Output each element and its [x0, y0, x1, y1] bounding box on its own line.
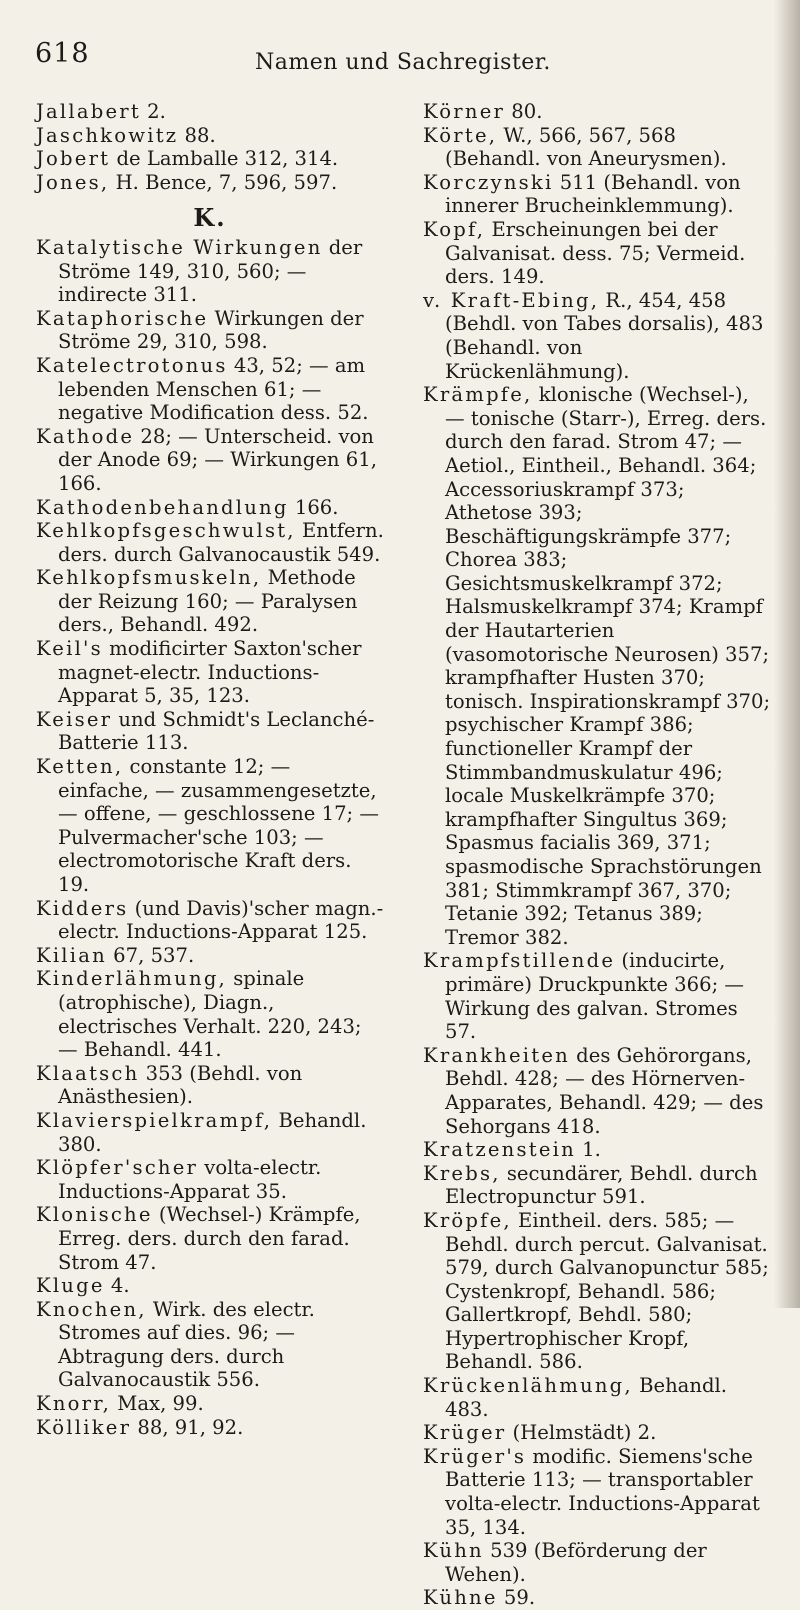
index-entry: [423, 124, 773, 171]
index-entry: [36, 1416, 384, 1440]
entry-headword: Krüger's: [423, 1444, 527, 1468]
entry-references: des Gehörorgans, Behdl. 428; — des Hörnerven-Apparates, Behandl. 429; — des Sehorgans 418.: [445, 1043, 764, 1138]
running-title: Namen und Sachregister.: [255, 50, 551, 75]
section-letter-k: K.: [193, 203, 227, 233]
entry-references: 2.: [140, 100, 166, 123]
index-entry: [36, 1274, 384, 1298]
entry-references: 80.: [505, 100, 543, 123]
index-entry: [423, 1421, 773, 1445]
entry-references: 88.: [178, 123, 216, 147]
index-entry: [36, 1298, 384, 1392]
entry-headword: Kataphorische: [36, 306, 209, 330]
entry-headword: Katelectrotonus: [36, 353, 228, 377]
index-entry: [36, 307, 384, 354]
entry-references: (Wechsel-) Krämpfe, Erreg. ders. durch den farad. Strom 47.: [58, 1203, 361, 1274]
index-entry: [423, 1586, 773, 1610]
index-entry: [36, 147, 384, 171]
entry-headword: Krückenlähmung,: [423, 1374, 633, 1398]
index-entry: [423, 171, 773, 218]
entry-references: Behandl. 483.: [445, 1374, 728, 1421]
index-entry: [36, 1203, 384, 1274]
entry-references: Erscheinungen bei der Galvanisat. dess. 75; Vermeid. ders. 149.: [445, 217, 746, 289]
index-entry: [423, 1539, 773, 1586]
index-entry: [36, 100, 384, 124]
index-entry: [36, 354, 384, 425]
index-entry: [36, 1109, 384, 1156]
index-entry: [423, 1138, 773, 1162]
entry-references: Behandl. 380.: [58, 1108, 367, 1156]
index-entry: [423, 1374, 773, 1421]
entry-headword: v. Kraft-Ebing,: [423, 288, 600, 312]
entry-headword: Ketten,: [36, 755, 124, 779]
entry-references: Max, 99.: [111, 1392, 204, 1416]
index-entry: [423, 289, 773, 383]
entry-references: Entfern. ders. durch Galvanocaustik 549.: [58, 519, 384, 566]
entry-headword: Kluge: [36, 1274, 105, 1298]
entry-references: R., 454, 458 (Behdl. von Tabes dorsalis), 483 (Behandl. von Krückenlähmung).: [445, 288, 764, 383]
index-entry: [423, 1209, 773, 1374]
entry-headword: Kölliker: [36, 1415, 132, 1439]
entry-headword: Keiser: [36, 707, 113, 731]
entry-references: 353 (Behdl. von Anästhesien).: [58, 1061, 303, 1109]
index-entry: [36, 496, 384, 520]
entry-references: klonische (Wechsel-), — tonische (Starr-), Erreg. ders. durch den farad. Strom 47; — Aetiol., Eintheil., Behandl. 364; Accessoriuskrampf 373; Athetose 393; Beschäftigungskrämpfe 377; Chorea 383; Gesichtsmuskelkrampf 372; Halsmuskelkrampf 374; Krampf der Hautarterien (vasomotorische Neurosen) 357; krampfhafter Husten 370; tonisch. Inspirationskrampf 370; psychischer Krampf 386; functioneller Krampf der Stimmbandmuskulatur 496; locale Muskelkrämpfe 370; krampfhafter Singultus 369; Spasmus facialis 369, 371; spasmodische Sprachstörungen 381; Stimmkrampf 367, 370; Tetanie 392; Tetanus 389; Tremor 382.: [445, 383, 771, 949]
entry-headword: Keil's: [36, 637, 103, 661]
entry-headword: Knorr,: [36, 1392, 112, 1416]
entry-headword: Körte,: [423, 123, 498, 147]
entry-headword: Krampfstillende: [423, 949, 616, 973]
index-entry: [36, 425, 384, 496]
page-number: 618: [35, 38, 90, 69]
entry-references: Wirk. des electr. Stromes auf dies. 96; — Abtragung ders. durch Galvanocaustik 556.: [58, 1297, 315, 1392]
index-entry: [36, 897, 384, 944]
entry-headword: Kinderlähmung,: [36, 967, 227, 991]
index-entry: [36, 1062, 384, 1109]
entry-references: H. Bence, 7, 596, 597.: [109, 170, 338, 194]
index-entry: [423, 100, 773, 124]
index-entry: [36, 755, 384, 897]
entry-headword: Kehlkopfsmuskeln,: [36, 566, 262, 590]
index-list-k: [36, 236, 384, 1439]
index-entry: [423, 949, 773, 1043]
entry-headword: Krüger: [423, 1421, 507, 1445]
left-column: [36, 100, 384, 1439]
entry-references: de Lamballe 312, 314.: [110, 147, 339, 171]
index-entry: [36, 124, 384, 148]
entry-headword: Kilian: [36, 943, 107, 967]
entry-headword: Klöpfer'scher: [36, 1156, 199, 1180]
entry-headword: Jones,: [36, 170, 110, 194]
entry-references: modific. Siemens'sche Batterie 113; — transportabler volta-electr. Inductions-Apparat 35, 134.: [445, 1444, 760, 1539]
entry-references: 166.: [288, 495, 339, 519]
entry-references: 1.: [575, 1138, 601, 1162]
entry-references: constante 12; — einfache, — zusammengesetzte, — offene, — geschlossene 17; — Pulvermacher'sche 103; — electromotorische Kraft ders. 19.: [58, 755, 379, 896]
entry-references: volta-electr. Inductions-Apparat 35.: [58, 1156, 322, 1203]
entry-headword: Kopf,: [423, 217, 486, 241]
index-list-k-continued: [423, 100, 773, 1610]
index-entry: [423, 1162, 773, 1209]
entry-references: 28; — Unterscheid. von der Anode 69; — Wirkungen 61, 166.: [58, 424, 377, 495]
entry-references: W., 566, 567, 568 (Behandl. von Aneurysmen).: [445, 123, 727, 171]
entry-headword: Klonische: [36, 1203, 153, 1227]
index-entry: [36, 566, 384, 637]
entry-headword: Kidders: [36, 896, 129, 920]
entry-headword: Katalytische Wirkungen: [36, 235, 323, 259]
entry-headword: Korczynski: [423, 170, 554, 194]
entry-references: Eintheil. ders. 585; — Behdl. durch percut. Galvanisat. 579, durch Galvanopunctur 585; Cystenkropf, Behandl. 586; Gallertkropf, Behdl. 580; Hypertrophischer Kropf, Behandl. 586.: [445, 1208, 769, 1374]
entry-references: der Ströme 149, 310, 560; — indirecte 311.: [58, 235, 363, 307]
entry-headword: Jallabert: [36, 100, 141, 123]
entry-headword: Kathodenbehandlung: [36, 495, 289, 519]
entry-headword: Klavierspielkrampf,: [36, 1108, 273, 1132]
index-entry: [423, 383, 773, 949]
entry-references: 67, 537.: [106, 943, 195, 967]
entry-references: modificirter Saxton'scher magnet-electr. Inductions-Apparat 5, 35, 123.: [58, 637, 362, 708]
entry-references: spinale (atrophische), Diagn., electrisches Verhalt. 220, 243; — Behandl. 441.: [58, 967, 362, 1062]
page-header: [0, 38, 800, 78]
index-entry: [36, 1156, 384, 1203]
entry-references: 539 (Beförderung der Wehen).: [445, 1539, 707, 1586]
entry-headword: Klaatsch: [36, 1061, 140, 1085]
entry-references: 4.: [104, 1274, 130, 1298]
entry-headword: Kröpfe,: [423, 1208, 512, 1232]
right-column: [423, 100, 773, 1610]
entry-headword: Kühne: [423, 1586, 498, 1610]
index-entry: [36, 519, 384, 566]
entry-references: secundärer, Behdl. durch Electropunctur 591.: [445, 1161, 758, 1209]
entry-references: 511 (Behandl. von innerer Brucheinklemmung).: [445, 170, 741, 218]
page-edge-shadow: [774, 0, 800, 1308]
index-list-j: [36, 100, 384, 194]
index-entry: [423, 1044, 773, 1138]
entry-headword: Kathode: [36, 424, 135, 448]
entry-references: (und Davis)'scher magn.-electr. Inductions-Apparat 125.: [58, 896, 384, 944]
entry-references: und Schmidt's Leclanché-Batterie 113.: [58, 707, 375, 755]
entry-references: 59.: [497, 1586, 536, 1610]
entry-headword: Körner: [423, 100, 506, 123]
entry-references: 88, 91, 92.: [131, 1415, 244, 1439]
entry-references: Wirkungen der Ströme 29, 310, 598.: [58, 306, 364, 354]
entry-headword: Jobert: [36, 147, 111, 171]
index-entry: [36, 637, 384, 708]
index-entry: [36, 708, 384, 755]
index-entry: [36, 967, 384, 1061]
entry-headword: Kehlkopfsgeschwulst,: [36, 519, 296, 543]
index-entry: [36, 236, 384, 307]
entry-headword: Knochen,: [36, 1297, 147, 1321]
entry-references: Methode der Reizung 160; — Paralysen ders., Behandl. 492.: [58, 566, 358, 637]
entry-references: (Helmstädt) 2.: [506, 1421, 657, 1445]
index-entry: [423, 218, 773, 289]
entry-references: 43, 52; — am lebenden Menschen 61; — negative Modification dess. 52.: [58, 353, 369, 425]
entry-headword: Kühn: [423, 1539, 484, 1563]
entry-headword: Kratzenstein: [423, 1138, 576, 1162]
entry-headword: Jaschkowitz: [36, 123, 179, 147]
entry-headword: Krebs,: [423, 1161, 501, 1185]
entry-headword: Krankheiten: [423, 1043, 570, 1067]
entry-headword: Krämpfe,: [423, 383, 533, 407]
index-entry: [36, 171, 384, 195]
index-entry: [423, 1445, 773, 1539]
index-entry: [36, 944, 384, 968]
index-entry: [36, 1392, 384, 1416]
entry-references: (inducirte, primäre) Druckpunkte 366; — Wirkung des galvan. Stromes 57.: [445, 949, 744, 1044]
